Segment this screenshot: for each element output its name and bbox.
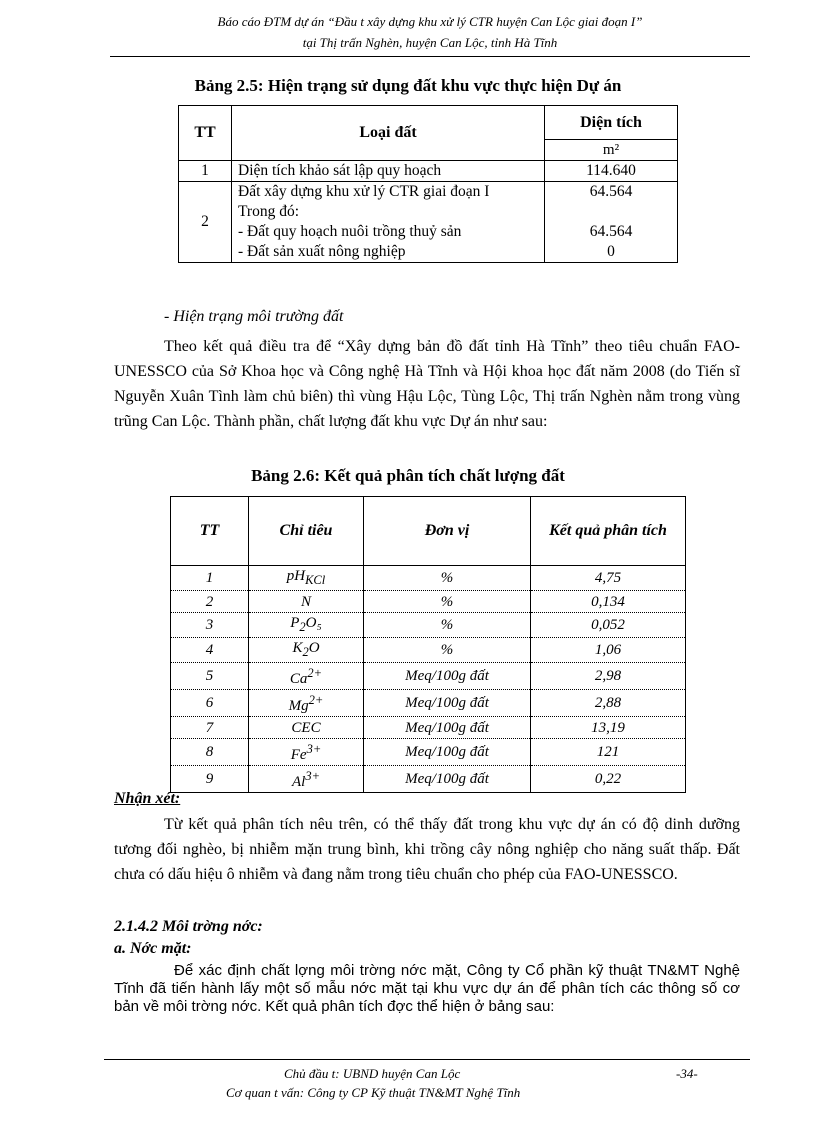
cell-unit: %: [364, 566, 531, 591]
cell-indicator: [249, 613, 364, 638]
cell-area: 114.640: [545, 161, 678, 182]
cell-indicator: [249, 638, 364, 663]
cell-tt: 1: [179, 161, 232, 182]
col-header-result: Kết quả phân tích: [531, 497, 686, 566]
cell-tt: 3: [171, 613, 249, 638]
indicator-superscript: 3+: [306, 742, 322, 756]
cell-unit: %: [364, 591, 531, 613]
indicator-symbol: Ca: [289, 671, 308, 687]
col-header-tt: TT: [179, 106, 232, 161]
cell-indicator: [249, 717, 364, 739]
col-header-area: Diện tích: [545, 106, 678, 140]
table-row: [179, 161, 678, 182]
cell-result: 1,06: [531, 638, 686, 663]
cell-tt: 4: [171, 638, 249, 663]
indicator-superscript: 2+: [308, 693, 324, 707]
section-2-1-4-2-title: 2.1.4.2 Môi trờng nớc:: [114, 918, 263, 935]
cell-tt: 9: [171, 766, 249, 793]
land-use-table: [178, 105, 678, 263]
table-row: [171, 766, 686, 793]
cell-tt: 2: [171, 591, 249, 613]
cell-result: 121: [531, 739, 686, 766]
section-surface-water-title: a. Nớc mặt:: [114, 940, 192, 957]
soil-quality-table: [170, 496, 686, 793]
indicator-subscript: KCl: [305, 573, 326, 587]
cell-indicator: [249, 663, 364, 690]
cell-tt: 8: [171, 739, 249, 766]
indicator-tail: O: [308, 640, 320, 656]
page-number: -34-: [676, 1066, 698, 1081]
cell-indicator: [249, 690, 364, 717]
land-type-line: Trong đó:: [238, 203, 300, 220]
cell-unit: Meq/100g đất: [364, 663, 531, 690]
water-paragraph: Để xác định chất lợng môi trờng nớc mặt, Công ty Cổ phần kỹ thuật TN&MT Nghệ Tĩnh đã tiến hành lấy một số mẫu nớc mặt tại khu vực dự án để phân tích các thông số cơ bản về môi trờng nớc. Kết quả phân tích đợc thể hiện ở bảng sau:: [114, 962, 740, 1015]
cell-indicator: [249, 739, 364, 766]
indicator-subscript: 2: [302, 645, 309, 659]
cell-unit: Meq/100g đất: [364, 690, 531, 717]
cell-result: 13,19: [531, 717, 686, 739]
cell-unit: %: [364, 613, 531, 638]
indicator-symbol: pH: [286, 568, 306, 584]
cell-indicator: [249, 766, 364, 793]
land-type-line: - Đất sản xuất nông nghiệp: [238, 243, 406, 260]
col-header-unit: Đơn vị: [364, 497, 531, 566]
remark-title: Nhận xét:: [114, 790, 181, 807]
running-header-line-2: tại Thị trấn Nghèn, huyện Can Lộc, tỉnh Hà Tĩnh: [302, 35, 558, 50]
cell-unit: Meq/100g đất: [364, 766, 531, 793]
cell-tt: 6: [171, 690, 249, 717]
indicator-symbol: CEC: [291, 719, 321, 736]
table-2-6-caption: Bảng 2.6: Kết quả phân tích chất lượng đất: [251, 466, 565, 485]
footer-divider: [104, 1059, 750, 1060]
footer-consultant: Cơ quan t vấn: Công ty CP Kỹ thuật TN&MT Nghệ Tĩnh: [226, 1085, 521, 1100]
remark-paragraph: Từ kết quả phân tích nêu trên, có thể thấy đất trong khu vực dự án có độ dinh dưỡng tương đối nghèo, bị nhiễm mặn trung bình, khi trồng cây nông nghiệp cho năng suất thấp. Đất chưa có dấu hiệu ô nhiễm và đang nằm trong tiêu chuẩn cho phép của FAO-UNESSCO.: [114, 816, 740, 883]
cell-result: 0,052: [531, 613, 686, 638]
indicator-subscript: 2: [299, 620, 306, 634]
area-line: 64.564: [589, 183, 633, 200]
cell-indicator: [249, 591, 364, 613]
cell-unit: Meq/100g đất: [364, 739, 531, 766]
cell-tt: 5: [171, 663, 249, 690]
soil-quality-rows: [171, 566, 686, 793]
table-row: [171, 566, 686, 591]
table-row: [171, 591, 686, 613]
indicator-symbol: Fe: [290, 747, 307, 763]
table-row: [171, 613, 686, 638]
area-unit: m²: [545, 140, 678, 161]
col-header-land-type: Loại đất: [232, 106, 545, 161]
indicator-symbol: P: [290, 615, 300, 631]
area-line: 64.564: [589, 223, 633, 240]
cell-result: 2,88: [531, 690, 686, 717]
indicator-symbol: Al: [291, 774, 306, 790]
indicator-superscript: 2+: [307, 666, 323, 680]
col-header-tt: TT: [171, 497, 249, 566]
table-row: [171, 690, 686, 717]
indicator-symbol: N: [300, 593, 311, 610]
cell-unit: %: [364, 638, 531, 663]
table-row: [171, 717, 686, 739]
cell-tt: 7: [171, 717, 249, 739]
cell-result: 0,134: [531, 591, 686, 613]
cell-land-type: [232, 182, 545, 263]
cell-land-type: Diện tích khảo sát lập quy hoạch: [232, 161, 545, 182]
cell-tt: 1: [171, 566, 249, 591]
table-row: [171, 663, 686, 690]
table-row: [171, 739, 686, 766]
header-divider: [110, 56, 750, 57]
indicator-symbol: Mg: [288, 698, 309, 714]
cell-result: 4,75: [531, 566, 686, 591]
col-header-indicator: Chỉ tiêu: [249, 497, 364, 566]
cell-result: 0,22: [531, 766, 686, 793]
cell-tt: 2: [179, 182, 232, 263]
land-type-line: - Đất quy hoạch nuôi trồng thuỷ sản: [238, 223, 462, 240]
cell-indicator: [249, 566, 364, 591]
section-soil-environment: - Hiện trạng môi trường đất: [164, 308, 344, 325]
indicator-symbol: K: [292, 640, 303, 656]
land-type-line: Đất xây dựng khu xử lý CTR giai đoạn I: [238, 183, 490, 200]
running-header-line-1: Báo cáo ĐTM dự án “Đầu t xây dựng khu xử lý CTR huyện Can Lộc giai đoạn I”: [217, 14, 643, 29]
indicator-superscript: 3+: [305, 769, 321, 783]
table-row: [179, 182, 678, 263]
table-row: [171, 638, 686, 663]
indicator-tail: O₅: [305, 615, 322, 631]
cell-unit: Meq/100g đất: [364, 717, 531, 739]
soil-paragraph: Theo kết quả điều tra để “Xây dựng bản đồ đất tỉnh Hà Tĩnh” theo tiêu chuẩn FAO-UNESSCO của Sở Khoa học và Công nghệ Hà Tĩnh và Hội khoa học đất năm 2008 (do Tiến sĩ Nguyễn Xuân Tình làm chủ biên) thì vùng Hậu Lộc, Tùng Lộc, Thị trấn Nghèn nằm trong vùng trũng Can Lộc. Thành phần, chất lượng đất khu vực Dự án như sau:: [114, 338, 740, 430]
area-line: 0: [607, 243, 615, 260]
table-2-5-caption: Bảng 2.5: Hiện trạng sử dụng đất khu vực thực hiện Dự án: [194, 76, 622, 95]
cell-result: 2,98: [531, 663, 686, 690]
cell-area: [545, 182, 678, 263]
footer-investor: Chủ đầu t: UBND huyện Can Lộc: [284, 1066, 461, 1081]
